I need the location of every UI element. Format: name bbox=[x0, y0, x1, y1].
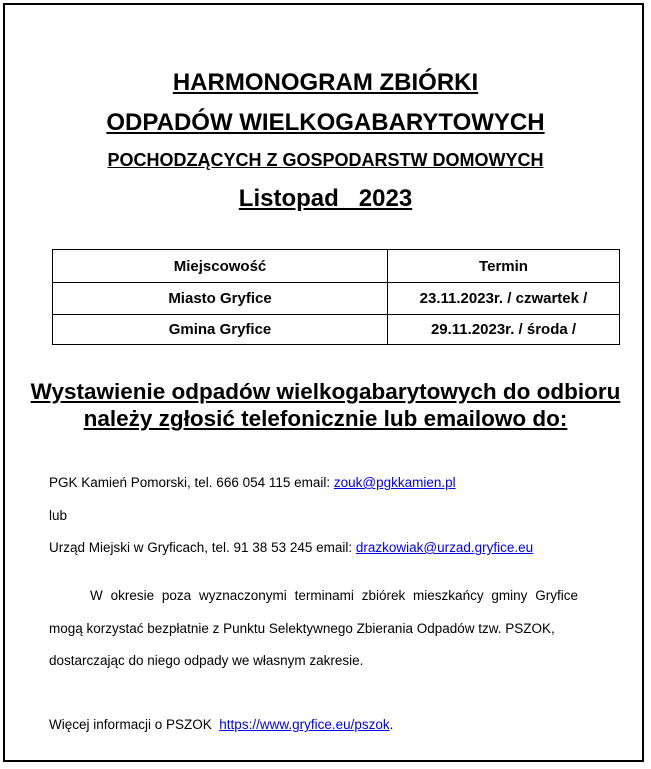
notice-heading-text: Wystawienie odpadów wielkogabarytowych do odbioru należy zgłosić telefonicznie lub emailowo do: bbox=[30, 379, 621, 431]
table-row bbox=[53, 315, 620, 345]
paragraph-line-1-text: W okresie poza wyznaczonymi terminami zbiórek mieszkańcy gminy Gryfice bbox=[90, 588, 578, 603]
more-info-text: Więcej informacji o PSZOK bbox=[49, 717, 220, 732]
contact-pgk bbox=[49, 475, 456, 490]
title-line-2: ODPADÓW WIELKOGABARYTOWYCH bbox=[106, 109, 545, 136]
cell-place: Gmina Gryfice bbox=[53, 315, 388, 345]
table-row bbox=[53, 283, 620, 315]
paragraph-line-2: mogą korzystać bezpłatnie z Punktu Selektywnego Zbierania Odpadów tzw. PSZOK, bbox=[49, 621, 555, 636]
cell-place: Miasto Gryfice bbox=[53, 283, 388, 315]
email-link-pgk[interactable]: zouk@pgkkamien.pl bbox=[333, 475, 456, 490]
title-line-3: POCHODZĄCYCH Z GOSPODARSTW DOMOWYCH bbox=[107, 150, 544, 170]
contact-pgk-text: PGK Kamień Pomorski, tel. 666 054 115 email: bbox=[49, 475, 334, 490]
column-header-place: Miejscowość bbox=[53, 250, 388, 283]
cell-date: 23.11.2023r. / czwartek / bbox=[388, 283, 620, 315]
column-header-date: Termin bbox=[388, 250, 620, 283]
cell-date: 29.11.2023r. / środa / bbox=[388, 315, 620, 345]
more-info bbox=[49, 717, 393, 732]
paragraph-line-3: dostarczając do niego odpady we własnym zakresie. bbox=[49, 653, 364, 668]
pszok-link[interactable]: https://www.gryfice.eu/pszok bbox=[219, 717, 390, 732]
or-text: lub bbox=[49, 508, 68, 523]
title-month-year: Listopad 2023 bbox=[238, 185, 413, 212]
more-info-end: . bbox=[389, 717, 394, 732]
email-link-um[interactable]: drazkowiak@urzad.gryfice.eu bbox=[355, 540, 534, 555]
contact-um bbox=[49, 540, 533, 555]
schedule-table bbox=[52, 249, 620, 345]
notice-heading bbox=[0, 378, 651, 432]
paragraph-line-1 bbox=[49, 588, 578, 603]
title-line-1: HARMONOGRAM ZBIÓRKI bbox=[172, 69, 479, 96]
table-header-row bbox=[53, 250, 620, 283]
contact-um-text: Urząd Miejski w Gryficach, tel. 91 38 53 245 email: bbox=[49, 540, 356, 555]
